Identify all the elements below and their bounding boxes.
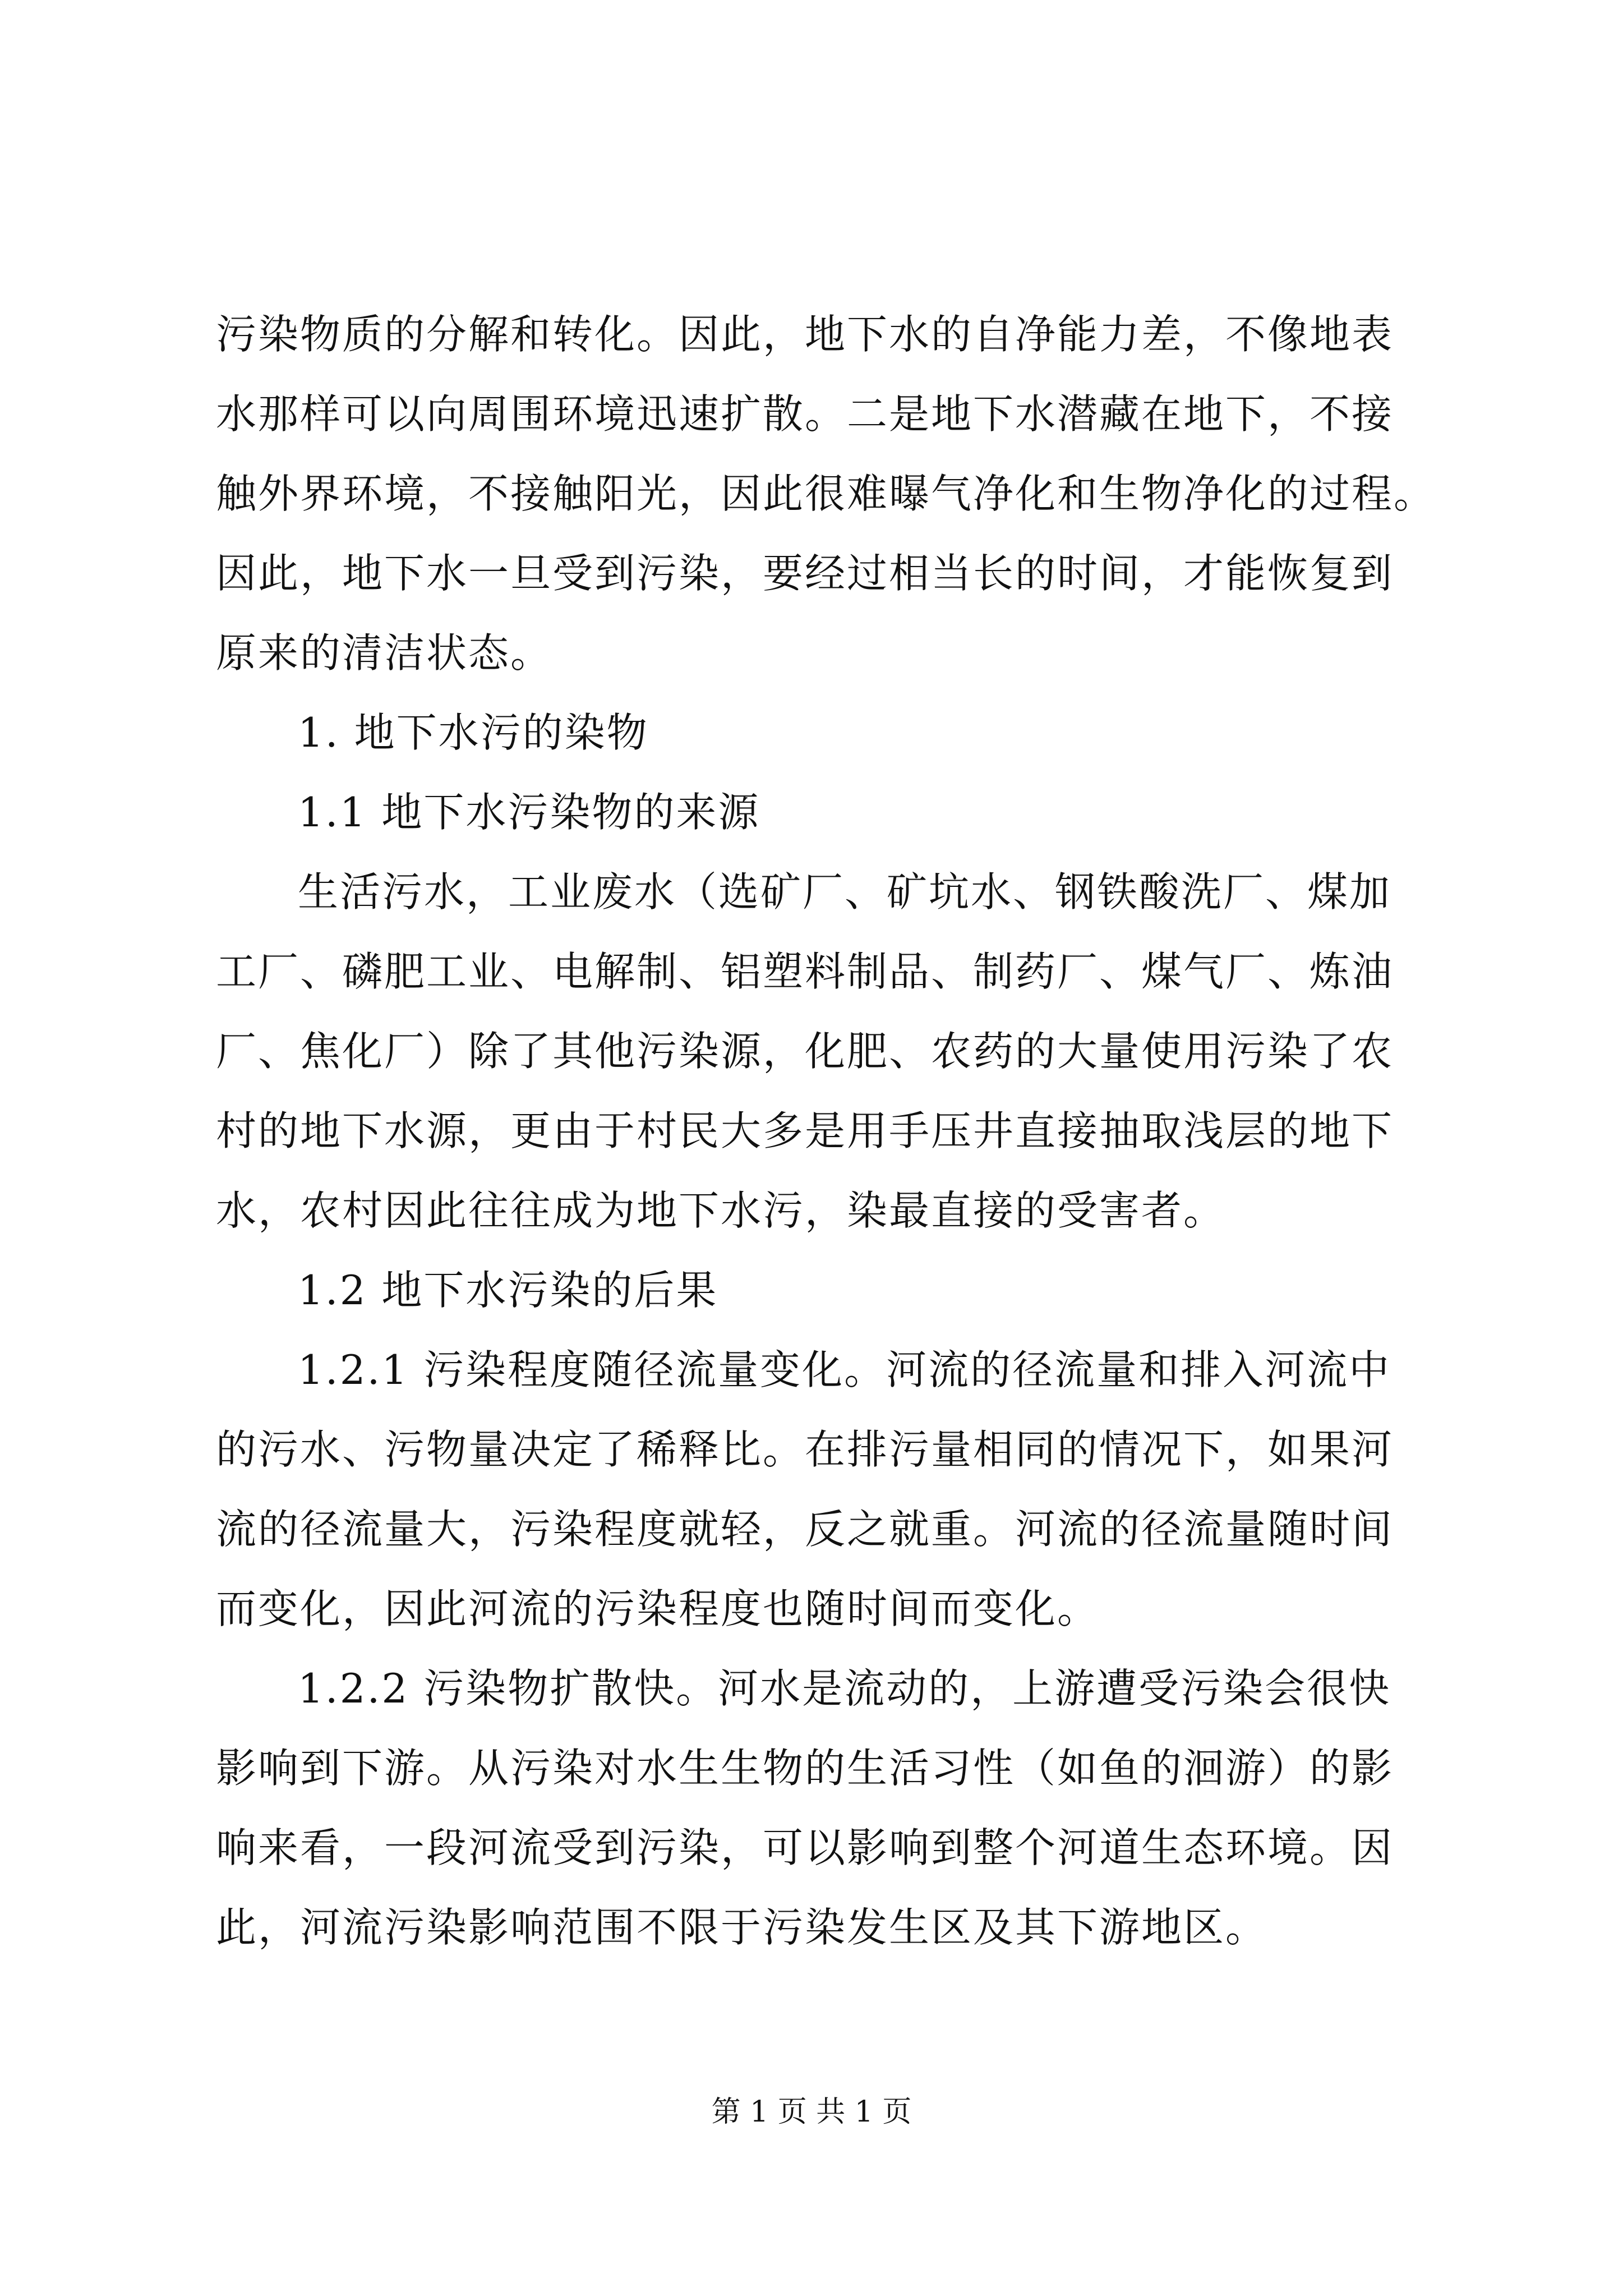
text-line: 影响到下游。从污染对水生生物的生活习性（如鱼的洄游）的影	[216, 1745, 1394, 1792]
text-line: 因此，地下水一旦受到污染，要经过相当长的时间，才能恢复到	[216, 550, 1394, 597]
text-line: 村的地下水源，更由于村民大多是用手压井直接抽取浅层的地下	[216, 1107, 1394, 1154]
page-footer	[0, 2092, 1623, 2132]
paragraph-groundwater-self-purification	[216, 295, 1436, 693]
section-heading-1-1	[216, 772, 1413, 852]
heading-text: 1. 地下水污的染物	[298, 709, 649, 756]
text-line: 原来的清洁状态。	[216, 629, 553, 677]
section-heading-1	[216, 693, 1413, 772]
text-line: 触外界环境，不接触阳光，因此很难曝气净化和生物净化的过程。	[216, 470, 1436, 517]
heading-text: 1.1 地下水污染物的来源	[298, 789, 760, 836]
paragraph-pollution-sources	[216, 852, 1413, 1250]
text-line: 流的径流量大，污染程度就轻，反之就重。河流的径流量随时间	[216, 1506, 1394, 1553]
text-line: 的污水、污物量决定了稀释比。在排污量相同的情况下，如果河	[216, 1426, 1394, 1473]
text-line: 1.2.2 污染物扩散快。河水是流动的，上游遭受污染会很快	[298, 1665, 1391, 1712]
text-line: 水那样可以向周围环境迅速扩散。二是地下水潜藏在地下，不接	[216, 390, 1394, 438]
text-line: 1.2.1 污染程度随径流量变化。河流的径流量和排入河流中	[298, 1346, 1391, 1393]
document-body	[216, 295, 1436, 1967]
text-line: 污染物质的分解和转化。因此，地下水的自净能力差，不像地表	[216, 311, 1394, 358]
heading-text: 1.2 地下水污染的后果	[298, 1267, 718, 1314]
page-number: 第 1 页 共 1 页	[711, 2095, 912, 2129]
text-line: 工厂、磷肥工业、电解制、铝塑料制品、制药厂、煤气厂、炼油	[216, 948, 1394, 995]
paragraph-1-2-1	[216, 1330, 1413, 1649]
paragraph-1-2-2	[216, 1649, 1413, 1967]
section-heading-1-2	[216, 1250, 1413, 1330]
text-line: 厂、焦化厂）除了其他污染源，化肥、农药的大量使用污染了农	[216, 1028, 1394, 1075]
text-line: 响来看，一段河流受到污染，可以影响到整个河道生态环境。因	[216, 1824, 1394, 1871]
text-line: 生活污水，工业废水（选矿厂、矿坑水、钢铁酸洗厂、煤加	[298, 868, 1392, 915]
text-line: 水，农村因此往往成为地下水污，染最直接的受害者。	[216, 1187, 1226, 1234]
text-line: 而变化，因此河流的污染程度也随时间而变化。	[216, 1585, 1100, 1632]
text-line: 此，河流污染影响范围不限于污染发生区及其下游地区。	[216, 1904, 1268, 1951]
